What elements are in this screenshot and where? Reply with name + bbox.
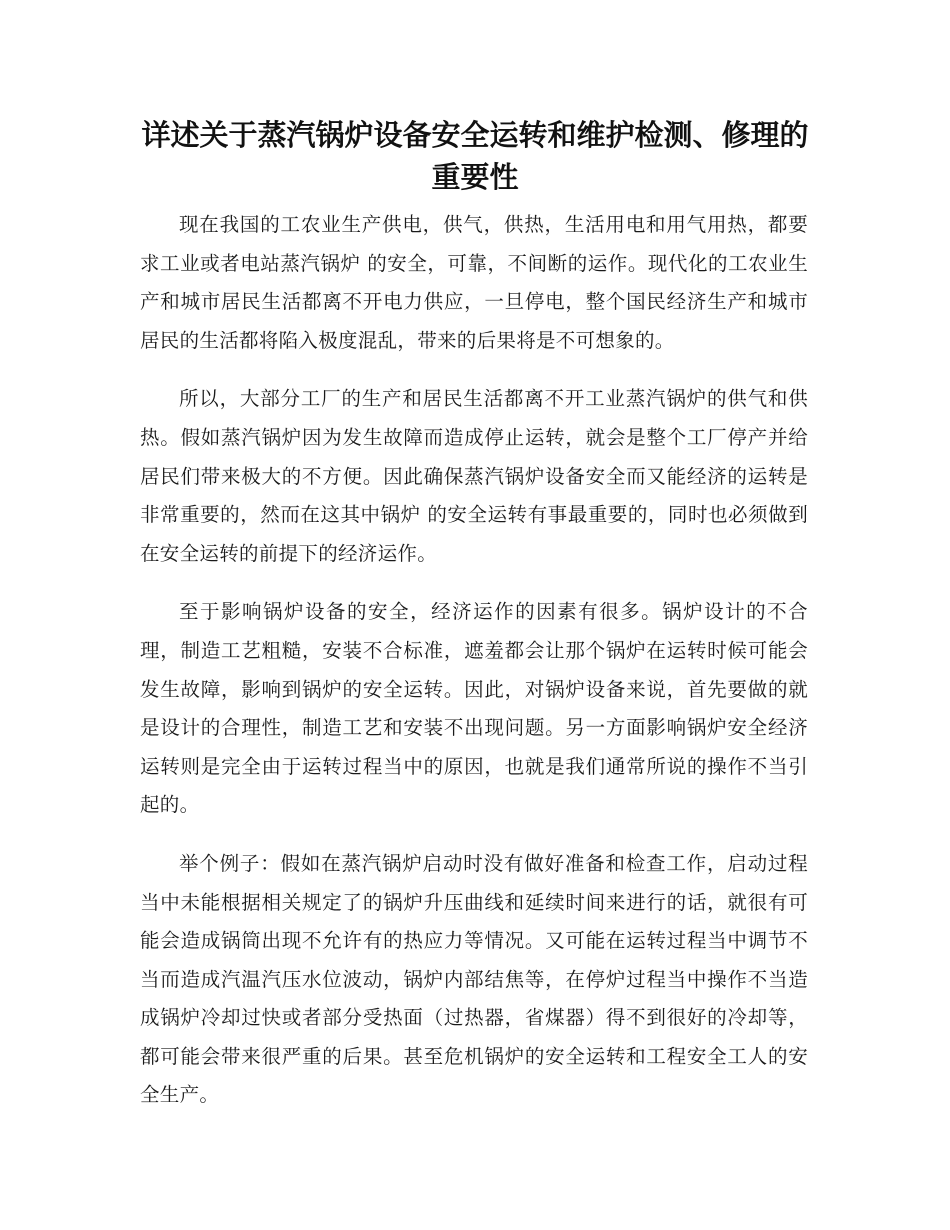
paragraph: 所以，大部分工厂的生产和居民生活都离不开工业蒸汽锅炉的供气和供热。假如蒸汽锅炉因为发生故障而造成停止运转，就会是整个工厂停产并给居民们带来极大的不方便。因此确保蒸汽锅炉设备安全而又能经济的运转是非常重要的，然而在这其中锅炉 的安全运转有事最重要的，同时也必须做到在安全运转的前提下的经济运作。 xyxy=(140,387,808,565)
paragraph: 至于影响锅炉设备的安全，经济运作的因素有很多。锅炉设计的不合理，制造工艺粗糙，安装不合标准，遮羞都会让那个锅炉在运转时候可能会发生故障，影响到锅炉的安全运转。因此，对锅炉设备来说，首先要做的就是设计的合理性，制造工艺和安装不出现问题。另一方面影响锅炉安全经济运转则是完全由于运转过程当中的原因，也就是我们通常所说的操作不当引起的。 xyxy=(140,600,808,817)
document-body xyxy=(140,206,808,1135)
paragraph: 举个例子：假如在蒸汽锅炉启动时没有做好准备和检查工作，启动过程当中未能根据相关规定了的锅炉升压曲线和延续时间来进行的话，就很有可能会造成锅筒出现不允许有的热应力等情况。又可能在运转过程当中调节不当而造成汽温汽压水位波动，锅炉内部结焦等，在停炉过程当中操作不当造成锅炉冷却过快或者部分受热面（过热器，省煤器）得不到很好的冷却等，都可能会带来很严重的后果。甚至危机锅炉的安全运转和工程安全工人的安全生产。 xyxy=(140,851,808,1107)
paragraph: 现在我国的工农业生产供电，供气，供热，生活用电和用气用热，都要求工业或者电站蒸汽锅炉 的安全，可靠，不间断的运作。现代化的工农业生产和城市居民生活都离不开电力供应，一旦停电，整个国民经济生产和城市居民的生活都将陷入极度混乱，带来的后果将是不可想象的。 xyxy=(140,213,808,352)
document-title: 详述关于蒸汽锅炉设备安全运转和维护检测、修理的重要性 xyxy=(141,118,809,194)
